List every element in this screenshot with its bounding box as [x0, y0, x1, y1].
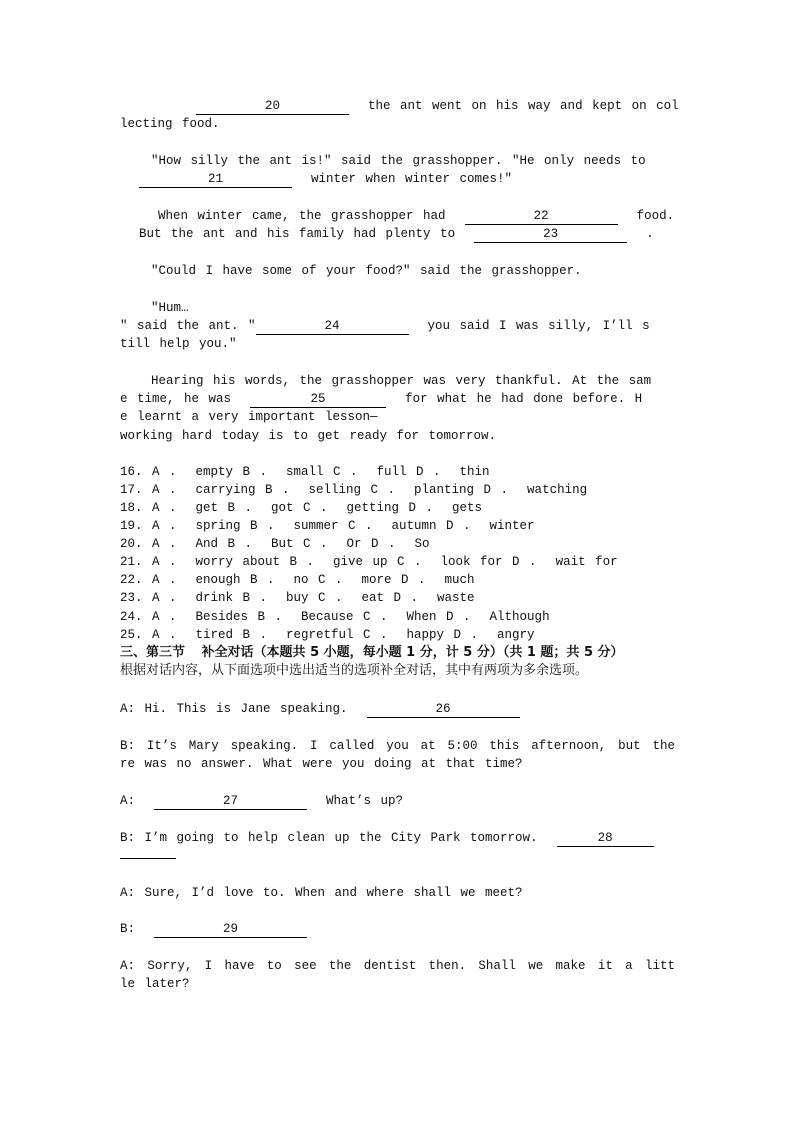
blank-28[interactable]: 28	[557, 831, 654, 847]
passage-line: ″ said the ant. ″ 24 you said I was silly, I’ll s	[120, 319, 650, 333]
blank-21[interactable]: 21	[139, 172, 292, 188]
blank-28-continued	[120, 858, 176, 859]
blank-26[interactable]: 26	[367, 702, 520, 718]
passage-line: 20 the ant went on his way and kept on col	[120, 97, 675, 115]
option-line-21: 21. A . worry about B . give up C . look for D . wait for	[120, 555, 618, 569]
blank-22[interactable]: 22	[465, 209, 618, 225]
passage-line: 21 winter when winter comes!″	[120, 170, 675, 188]
passage-line: till help you.″	[120, 337, 237, 351]
option-line-20: 20. A . And B . But C . Or D . So	[120, 537, 430, 551]
option-line-25: 25. A . tired B . regretful C . happy D . angry	[120, 628, 535, 642]
passage-line: ″How silly the ant is!″ said the grasshopper. ″He only needs to	[151, 154, 646, 168]
passage-line: But the ant and his family had plenty to 23 .	[139, 227, 654, 241]
dialogue-line: A: Sorry, I have to see the dentist then. Shall we make it a litt	[120, 959, 675, 973]
dialogue-line: A: Sure, I’d love to. When and where shall we meet?	[120, 886, 523, 900]
option-line-18: 18. A . get B . got C . getting D . gets	[120, 501, 483, 515]
option-line-19: 19. A . spring B . summer C . autumn D . winter	[120, 519, 535, 533]
blank-29[interactable]: 29	[154, 922, 307, 938]
dialogue-line: A: Hi. This is Jane speaking. 26	[120, 700, 675, 718]
blank-23[interactable]: 23	[474, 227, 627, 243]
section-heading: 三、第三节 补全对话（本题共 5 小题，每小题 1 分，计 5 分）（共 1 题；共 5 分）	[120, 645, 624, 660]
blank-27[interactable]: 27	[154, 794, 307, 810]
passage-line: e time, he was 25 for what he had done before. H	[120, 392, 643, 406]
blank-20[interactable]: 20	[196, 99, 349, 115]
passage-line: When winter came, the grasshopper had 22 food.	[158, 209, 675, 223]
option-line-17: 17. A . carrying B . selling C . planting D . watching	[120, 483, 588, 497]
passage-line: ″Hum…	[151, 301, 189, 315]
option-line-16: 16. A . empty B . small C . full D . thin	[120, 465, 490, 479]
passage-line: Hearing his words, the grasshopper was very thankful. At the sam	[151, 374, 652, 388]
option-line-23: 23. A . drink B . buy C . eat D . waste	[120, 591, 475, 605]
option-line-22: 22. A . enough B . no C . more D . much	[120, 573, 475, 587]
dialogue-line: re was no answer. What were you doing at that time?	[120, 757, 523, 771]
dialogue-line: B: 29	[120, 920, 675, 938]
passage-line: ″Could I have some of your food?″ said the grasshopper.	[151, 264, 582, 278]
dialogue-line: B: It’s Mary speaking. I called you at 5:00 this afternoon, but the	[120, 739, 675, 753]
section-instruction: 根据对话内容，从下面选项中选出适当的选项补全对话，其中有两项为多余选项。	[120, 663, 589, 678]
dialogue-line: le later?	[120, 977, 190, 991]
passage-line: e learnt a very important lesson—	[120, 410, 378, 424]
dialogue-line: A: 27 What’s up?	[120, 794, 404, 808]
dialogue-line: B: I’m going to help clean up the City Park tomorrow. 28	[120, 829, 675, 847]
blank-25[interactable]: 25	[250, 392, 386, 408]
passage-line: working hard today is to get ready for tomorrow.	[120, 429, 497, 443]
dialogue-line	[120, 847, 675, 865]
passage-line: lecting food.	[120, 117, 220, 131]
blank-24[interactable]: 24	[256, 319, 409, 335]
option-line-24: 24. A . Besides B . Because C . When D . Although	[120, 610, 550, 624]
